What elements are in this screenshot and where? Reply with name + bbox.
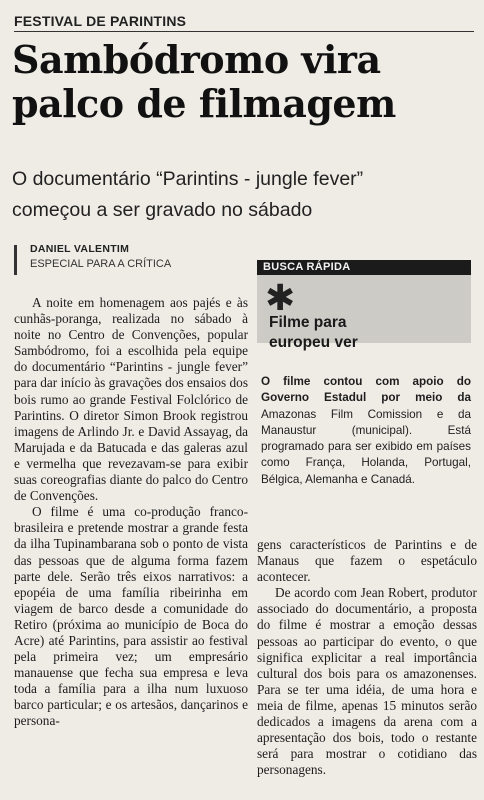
article-paragraph: De acordo com Jean Robert, produtor associado do documentário, a proposta do filme é mostrar a emoção dessas pessoas ao participar do evento, o que significa explicitar a real importância cultural dos bois para os amazonenses. Para se ter uma idéia, de uma hora e meia de filme, apenas 15 minutos serão dedicados a imagens da arena com a apresentação dos bois, todo o restante será para mostrar o cotidiano das personagens. [257,585,477,778]
article-paragraph: O filme é uma co-produção franco-brasileira e pretende mostrar a grande festa da ilha Tupinambarana sob o ponto de vista das pessoas que de alguma forma fazem parte dele. Serão três eixos narrativos: a epopéia de uma família ribeirinha em viagem de barco desde a comunidade do Retiro (próxima ao município de Boca do Acre) até Parintins, para assistir ao festival pela primeira vez; um empresário manauense que fecha sua empresa e leva toda a família para a ilha num luxuoso barco particular; e os artesãos, dançarinos e persona- [14,504,248,729]
author-role: ESPECIAL PARA A CRÍTICA [30,258,172,270]
section-kicker: FESTIVAL DE PARINTINS [14,13,187,29]
author-name: DANIEL VALENTIM [30,243,130,255]
article-paragraph: A noite em homenagem aos pajés e às cunhãs-poranga, realizada no sábado à noite no Centro de Convenções, popular Sambódromo, foi a escolhida pela equipe do documentário “Parintins - jungle fever” para dar início às gravações dos ensaios dos bois rumo ao grande Festival Folclórico de Parintins. O diretor Simon Brook registrou imagens de Arlindo Jr. e David Assayag, da Marujada e da Batucada e das galeras azul e vermelha que revezavam-se para exibir suas coreografias diante do palco do Centro de Convenções. [14,295,248,504]
article-column-2 [257,537,477,778]
quick-search-label: BUSCA RÁPIDA [257,260,471,275]
headline [12,38,478,126]
headline-line-2: palco de filmagem [12,81,396,126]
subheadline-line-1: O documentário “Parintins - jungle fever” [12,168,364,190]
article-column-1 [14,295,248,730]
byline-rule [14,245,17,275]
headline-line-1: Sambódromo vira [12,37,381,82]
asterisk-icon: ✱ [265,278,296,319]
quick-search-box [257,246,476,521]
article-paragraph: gens característicos de Parintins e de Manaus que fazem o espetáculo acontecer. [257,537,477,585]
kicker-divider [14,31,474,32]
sidebar-text: O filme contou com apoio do Governo Estadul por meio da Amazonas Film Comission e da Manaustur (municipal). Está programado para ser exibido em países como França, Holanda, Portugal, Bélgica, Alemanha e Canadá. [261,375,471,486]
subheadline-line-2: começou a ser gravado no sábado [12,199,313,221]
subheadline [12,164,478,226]
sidebar-title: Filme para europeu ver [269,314,358,351]
byline [14,243,249,270]
